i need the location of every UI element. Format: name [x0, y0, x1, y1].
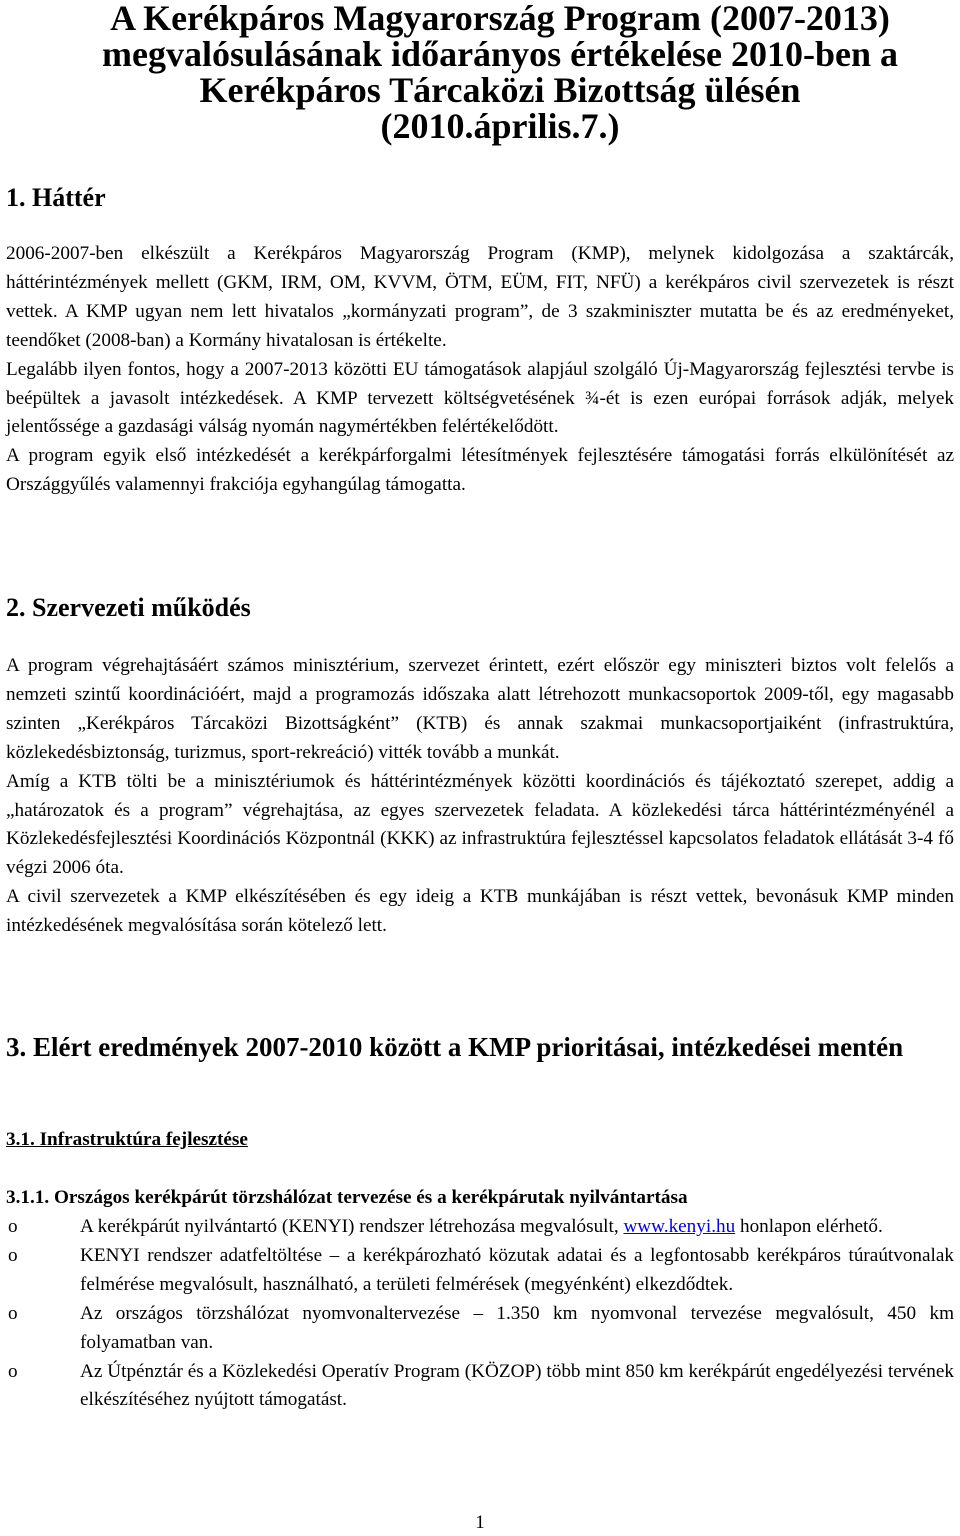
- title-line-4: (2010.április.7.): [380, 106, 620, 146]
- section-1-body: [6, 240, 954, 500]
- list-item-text: KENYI rendszer adatfeltöltése – a kerékpározható közutak adatai és a legfontosabb kerékpáros túraútvonalak felmérése megvalósult, használható, a területi felmérések (megyénként) elkezdődtek.: [80, 1244, 954, 1295]
- bullet-marker: o: [8, 1244, 18, 1266]
- list-item: [6, 1213, 954, 1242]
- list-item: [6, 1300, 954, 1358]
- list-item: [6, 1242, 954, 1300]
- section-1-paragraph-3: A program egyik első intézkedését a kerékpárforgalmi létesítmények fejlesztésére támogatási forrás elkülönítését az Országgyűlés valamennyi frakciója egyhangúlag támogatta.: [6, 445, 954, 496]
- list-item-text: A kerékpárút nyilvántartó (KENYI) rendszer létrehozása megvalósult,: [80, 1216, 619, 1237]
- section-2-body: [6, 652, 954, 941]
- document-title: [60, 0, 940, 144]
- title-line-1: A Kerékpáros Magyarország Program (2007-2013): [110, 0, 890, 38]
- section-3-heading: 3. Elért eredmények 2007-2010 között a KMP prioritásai, intézkedései mentén: [6, 1032, 904, 1062]
- list-item-text: Az országos törzshálózat nyomvonaltervezése – 1.350 km nyomvonal tervezése megvalósult, 450 km folyamatban van.: [80, 1302, 954, 1353]
- section-1-paragraph-1: 2006-2007-ben elkészült a Kerékpáros Magyarország Program (KMP), melynek kidolgozása a szaktárcák, háttérintézmények mellett (GKM, IRM, OM, KVVM, ÖTM, EÜM, FIT, NFÜ) a kerékpáros civil szervezetek is részt vettek. A KMP ugyan nem lett hivatalos „kormányzati program”, de 3 szakminiszter mutatta be és az eredményeket, teendőket (2008-ban) a Kormány hivatalosan is értékelte.: [6, 243, 954, 351]
- list-item-text-after: honlapon elérhető.: [739, 1216, 883, 1237]
- section-1-heading: 1. Háttér: [6, 183, 106, 212]
- bullet-marker: o: [8, 1216, 18, 1237]
- section-2-heading: 2. Szervezeti működés: [6, 593, 251, 622]
- list-item: [6, 1358, 954, 1416]
- kenyi-link[interactable]: www.kenyi.hu: [623, 1216, 736, 1237]
- section-2-paragraph-2: Amíg a KTB tölti be a minisztériumok és háttérintézmények közötti koordinációs és tájékoztató szerepet, addig a „határozatok és a program” végrehajtása, az egyes szervezetek feladata. A közlekedési tárca háttérintézményénél a Közlekedésfejlesztési Koordinációs Központnál (KKK) az infrastruktúra fejlesztéssel kapcsolatos feladatok ellátását 3-4 fő végzi 2006 óta.: [6, 770, 954, 879]
- section-2-paragraph-3: A civil szervezetek a KMP elkészítésében és egy ideig a KTB munkájában is részt vettek, bevonásuk KMP minden intézkedésének megvalósítása során kötelező lett.: [6, 886, 954, 937]
- subsection-3-1-heading: 3.1. Infrastruktúra fejlesztése: [6, 1129, 248, 1150]
- bullet-marker: o: [8, 1302, 18, 1324]
- page-number: 1: [475, 1512, 485, 1533]
- section-2-paragraph-1: A program végrehajtásáért számos minisztérium, szervezet érintett, ezért először egy miniszteri biztos volt felelős a nemzeti szintű koordinációért, majd a programozás időszaka alatt létrehozott munkacsoportok 2009-től, egy magasabb szinten „Kerékpáros Tárcaközi Bizottságként” (KTB) és annak szakmai munkacsoportjaiként (infrastruktúra, közlekedésbiztonság, turizmus, sport-rekreáció) vitték tovább a munkát.: [6, 655, 954, 763]
- section-1-paragraph-2: Legalább ilyen fontos, hogy a 2007-2013 közötti EU támogatások alapjául szolgáló Új-Magyarország fejlesztési tervbe is beépültek a javasolt intézkedések. A KMP tervezett költségvetésének ¾-ét is ezen európai források adják, melyek jelentőssége a gazdasági válság nyomán nagymértékben felértékelődött.: [6, 358, 954, 438]
- title-line-2: megvalósulásának időarányos értékelése 2010-ben a: [102, 34, 898, 74]
- title-line-3: Kerékpáros Tárcaközi Bizottság ülésén: [199, 70, 801, 110]
- list-item-text: Az Útpénztár és a Közlekedési Operatív Program (KÖZOP) több mint 850 km kerékpárút engedélyezési tervének elkészítéséhez nyújtott támogatást.: [80, 1360, 954, 1411]
- subsection-3-1-1-heading: 3.1.1. Országos kerékpárút törzshálózat tervezése és a kerékpárutak nyilvántartása: [6, 1187, 688, 1208]
- bullet-marker: o: [8, 1360, 18, 1382]
- results-list: [6, 1213, 954, 1415]
